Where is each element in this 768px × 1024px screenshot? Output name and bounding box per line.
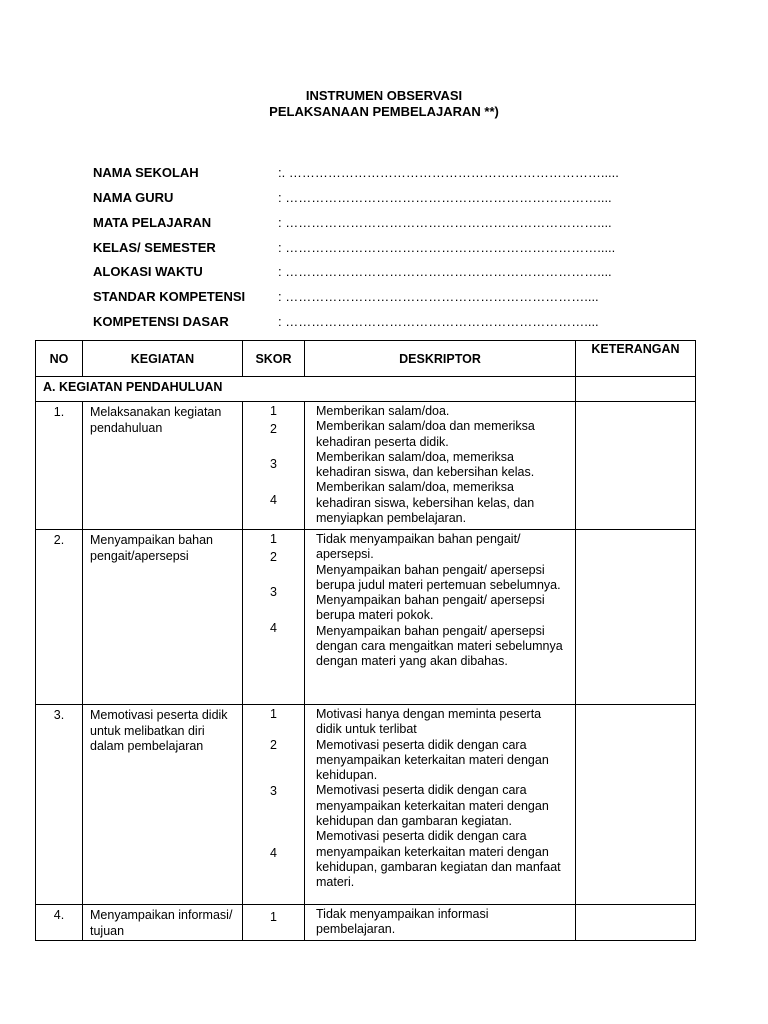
header-kegiatan: KEGIATAN xyxy=(83,341,243,377)
row-skor xyxy=(243,530,305,705)
score-value: 4 xyxy=(270,493,277,507)
table-row xyxy=(36,705,696,905)
table-row xyxy=(36,402,696,530)
field-value[interactable]: : …………………………………………………………….... xyxy=(278,289,599,304)
descriptor-item: Memberikan salam/doa. xyxy=(316,404,450,418)
row-number: 4. xyxy=(36,905,83,941)
observation-table xyxy=(35,340,696,941)
field-label: NAMA SEKOLAH xyxy=(93,165,199,180)
keterangan-cell[interactable] xyxy=(576,377,696,402)
score-value: 2 xyxy=(270,422,277,436)
score-value: 1 xyxy=(270,404,277,418)
descriptor-item: Menyampaikan bahan pengait/ apersepsi berupa materi pokok. xyxy=(316,593,545,623)
field-value[interactable]: : …………………………………………………………….... xyxy=(278,314,599,329)
table-row xyxy=(36,905,696,941)
score-value: 1 xyxy=(270,707,277,721)
descriptor-item: Menyampaikan bahan pengait/ apersepsi berupa judul materi pertemuan sebelumnya. xyxy=(316,562,561,592)
row-deskriptor xyxy=(305,905,576,941)
score-value: 4 xyxy=(270,621,277,635)
field-label: ALOKASI WAKTU xyxy=(93,264,203,279)
section-row xyxy=(36,377,696,402)
descriptor-item: Memotivasi peserta didik dengan cara menyampaikan keterkaitan materi dengan kehidupan, gambaran kegiatan dan manfaat materi. xyxy=(316,829,561,890)
field-value[interactable]: : ……………………………………………………………….... xyxy=(278,264,612,279)
header-keterangan: KETERANGAN xyxy=(576,341,696,377)
row-skor xyxy=(243,402,305,530)
descriptor-item: Memberikan salam/doa dan memeriksa kehadiran peserta didik. xyxy=(316,419,535,449)
descriptor-item: Memberikan salam/doa, memeriksa kehadiran siswa, kebersihan kelas, dan menyiapkan pembelajaran. xyxy=(316,480,535,526)
row-number: 2. xyxy=(36,530,83,705)
row-deskriptor xyxy=(305,530,576,705)
descriptor-item: Tidak menyampaikan bahan pengait/ apersepsi. xyxy=(316,532,521,562)
table-row xyxy=(36,530,696,705)
keterangan-cell[interactable] xyxy=(576,905,696,941)
header-no: NO xyxy=(36,341,83,377)
keterangan-cell[interactable] xyxy=(576,705,696,905)
field-label: STANDAR KOMPETENSI xyxy=(93,289,246,304)
field-value[interactable]: : ……………………………………………………………….... xyxy=(278,190,612,205)
row-number: 1. xyxy=(36,402,83,530)
field-label: NAMA GURU xyxy=(93,190,174,205)
row-kegiatan: Melaksanakan kegiatan pendahuluan xyxy=(83,402,243,530)
descriptor-item: Memotivasi peserta didik dengan cara menyampaikan keterkaitan materi dengan kehidupan. xyxy=(316,737,549,783)
row-kegiatan: Memotivasi peserta didik untuk melibatkan diri dalam pembelajaran xyxy=(83,705,243,905)
row-number: 3. xyxy=(36,705,83,905)
row-skor xyxy=(243,705,305,905)
field-value[interactable]: : ……………………………………………………………….... xyxy=(278,215,612,230)
descriptor-item: Memberikan salam/doa, memeriksa kehadiran siswa, dan kebersihan kelas. xyxy=(316,449,535,480)
field-label: MATA PELAJARAN xyxy=(93,215,212,230)
score-value: 3 xyxy=(270,784,277,798)
header-deskriptor: DESKRIPTOR xyxy=(305,341,576,377)
descriptor-item: Tidak menyampaikan informasi pembelajaran. xyxy=(316,907,489,937)
document-subtitle: PELAKSANAAN PEMBELAJARAN **) xyxy=(269,104,499,119)
descriptor-item: Menyampaikan bahan pengait/ apersepsi dengan cara mengaitkan materi sebelumnya dengan materi yang akan dibahas. xyxy=(316,623,563,669)
header-skor: SKOR xyxy=(243,341,305,377)
score-value: 1 xyxy=(270,910,277,924)
document-title: INSTRUMEN OBSERVASI xyxy=(305,88,463,103)
descriptor-item: Motivasi hanya dengan meminta peserta didik untuk terlibat xyxy=(316,707,542,737)
row-deskriptor xyxy=(305,402,576,530)
score-value: 3 xyxy=(270,585,277,599)
section-title: A. KEGIATAN PENDAHULUAN xyxy=(36,377,576,402)
row-kegiatan: Menyampaikan bahan pengait/apersepsi xyxy=(83,530,243,705)
table-header-row xyxy=(36,341,696,377)
field-value[interactable]: : ………………………………………………………………..... xyxy=(278,240,616,255)
score-value: 2 xyxy=(270,738,277,752)
row-kegiatan: Menyampaikan informasi/ tujuan xyxy=(83,905,243,941)
row-skor xyxy=(243,905,305,941)
descriptor-item: Memotivasi peserta didik dengan cara menyampaikan keterkaitan materi dengan kehidupan dan gambaran kegiatan. xyxy=(316,783,549,829)
score-value: 2 xyxy=(270,550,277,564)
field-label: KOMPETENSI DASAR xyxy=(93,314,229,329)
keterangan-cell[interactable] xyxy=(576,402,696,530)
keterangan-cell[interactable] xyxy=(576,530,696,705)
score-value: 3 xyxy=(270,457,277,471)
score-value: 4 xyxy=(270,846,277,860)
score-value: 1 xyxy=(270,532,277,546)
field-label: KELAS/ SEMESTER xyxy=(93,240,216,255)
row-deskriptor xyxy=(305,705,576,905)
field-value[interactable]: :. ………………………………………………………………..... xyxy=(278,165,619,180)
